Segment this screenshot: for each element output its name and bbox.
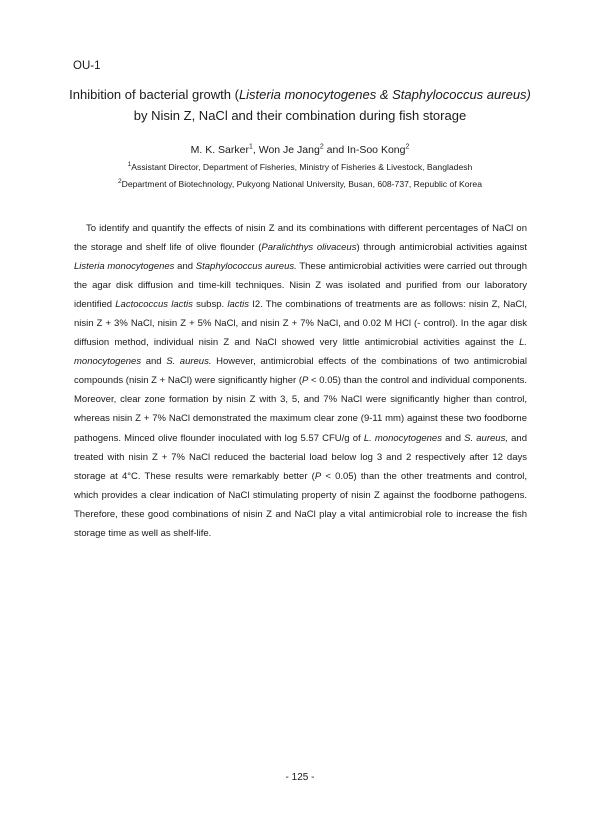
abstract-text: and treated with nisin Z + 7% NaCl reduced the bacterial load below log 3 and 2 respectively after 12 days storage at 4°C. These results were remarkably better ( [74,432,527,482]
paper-code: OU-1 [73,60,101,72]
abstract-paragraph [74,219,527,544]
affiliation-marker: 2 [405,143,410,151]
abstract-text: and [141,356,167,368]
abstract-italic-term: S. aureus, [464,432,508,444]
author-name: , Won Je Jang [252,144,320,156]
title-line-1 [40,84,560,105]
abstract-italic-term: Paralichthys olivaceus [261,241,357,253]
affiliation-text: Department of Biotechnology, Pukyong National University, Busan, 608-737, Republic of Korea [121,179,482,189]
abstract-text: < 0.05) than the control and individual components. Moreover, clear zone formation by nisin Z with 3, 5, and 7% NaCl were significantly higher than control, whereas nisin Z + 7% NaCl demonstrated the maximum clear zone (9-11 mm) against these two foodborne pathogens. Minced olive flounder inoculated with log 5.57 CFU/g of [74,375,527,444]
abstract-italic-term: Lactococcus lactis [115,298,193,310]
affiliation-text: Assistant Director, Department of Fisheries, Ministry of Fisheries & Livestock, Bangladesh [131,162,473,172]
abstract-text: To identify and quantify the effects of nisin Z and its combinations with different percentages of NaCl on the storage and shelf life of olive flounder ( [74,222,527,253]
affiliation-marker: 2 [319,143,324,151]
paper-title [40,84,560,126]
title-species-names: Listeria monocytogenes & Staphylococcus aureus) [238,87,531,102]
page-number: - 125 - [285,772,315,783]
abstract-italic-term: P [302,375,309,387]
abstract-italic-term: Staphylococcus aureus. [195,260,297,272]
abstract-italic-term: lactis [227,298,249,310]
title-text-part: Inhibition of bacterial growth ( [69,87,239,102]
abstract-text: I2. The combinations of treatments are as follows: nisin Z, NaCl, nisin Z + 3% NaCl, nisin Z + 5% NaCl, and nisin Z + 7% NaCl, and 0.02 M HCl (- control). In the agar disk diffusion method, individual nisin Z and NaCl showed very little antimicrobial activities against the [74,298,528,349]
abstract-text: ) through antimicrobial activities against [356,241,527,253]
title-line-2: by Nisin Z, NaCl and their combination during fish storage [133,108,467,123]
abstract-text: However, antimicrobial effects of the combinations of two antimicrobial compounds (nisin Z + NaCl) were significantly higher ( [74,356,527,387]
affiliation-marker: 1 [248,143,253,151]
abstract-text: < 0.05) than the other treatments and control, which provides a clear indication of NaCl stimulating property of nisin Z against the foodborne pathogens. Therefore, these good combinations of nisin Z and NaCl play a vital antimicrobial role to increase the fish storage time as well as shelf-life. [74,470,527,539]
abstract-italic-term: L. monocytogenes [74,337,527,368]
abstract-text: subsp. [192,298,228,310]
abstract-text: These antimicrobial activities were carried out through the agar disk diffusion and time-kill techniques. Nisin Z was isolated and purified from our laboratory identified [74,260,527,310]
abstract-text: and [174,260,196,272]
affiliation-marker: 2 [118,178,122,186]
affiliation-2 [40,178,560,190]
abstract-italic-term: L. monocytogenes [363,432,442,444]
abstract-text: and [441,432,465,444]
abstract-italic-term: P [314,470,322,482]
affiliation-1 [40,161,560,173]
author-name: and In-Soo Kong [323,144,406,156]
author-list [40,142,560,158]
abstract-italic-term: Listeria monocytogenes [74,260,175,272]
affiliation-marker: 1 [127,161,132,169]
author-name: M. K. Sarker [190,144,249,156]
abstract-italic-term: S. aureus. [166,356,212,368]
